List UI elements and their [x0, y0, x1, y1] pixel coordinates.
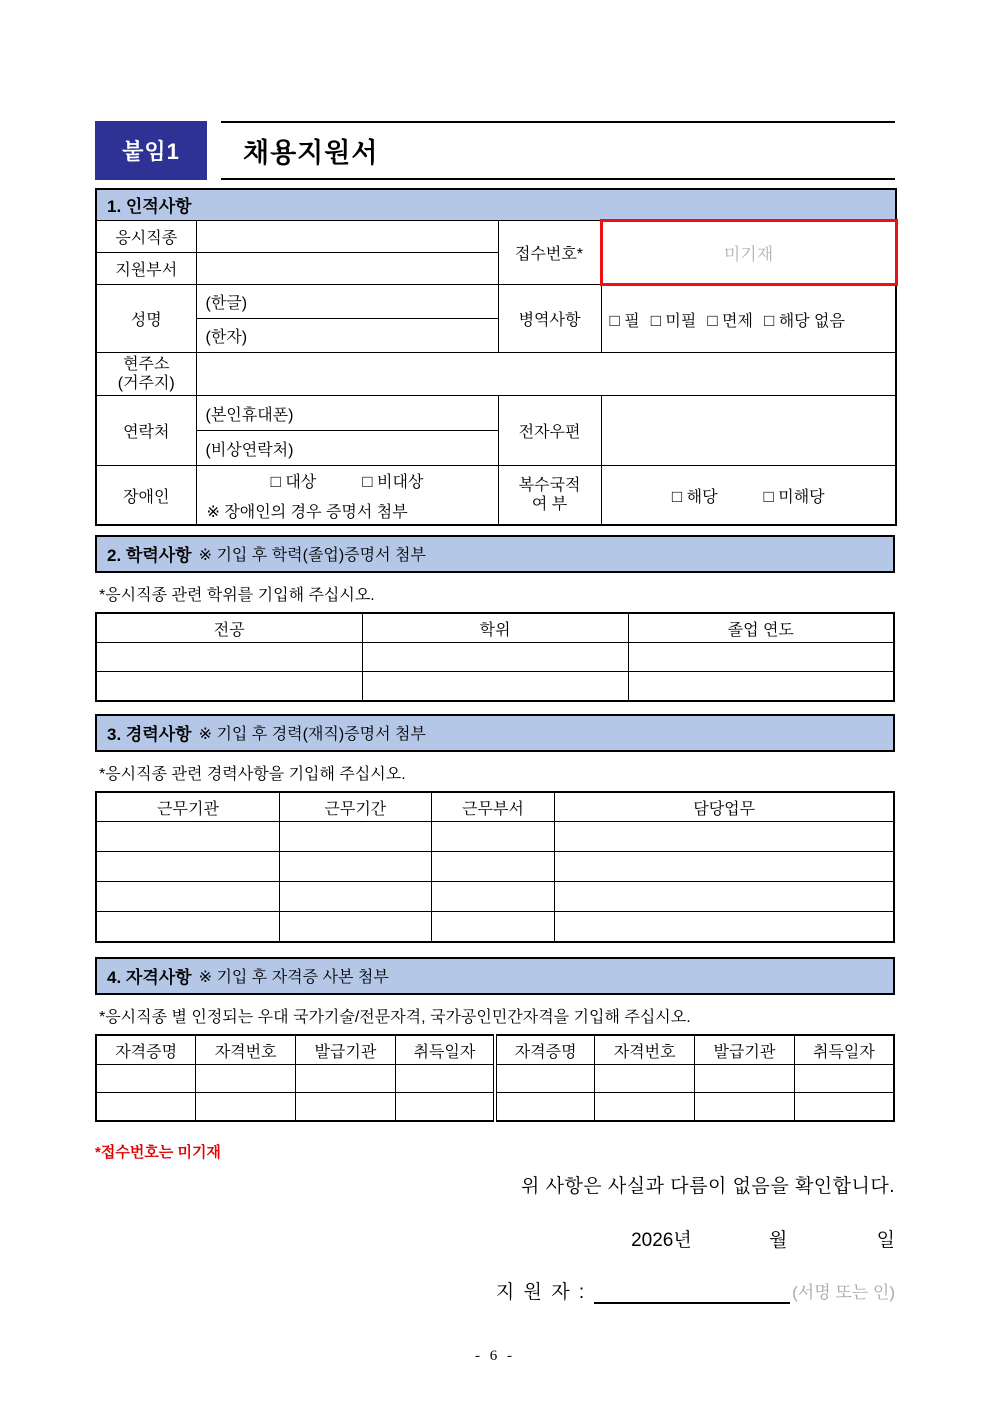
- table-row: [96, 1093, 894, 1121]
- input-name-hangul[interactable]: (한글): [196, 285, 498, 319]
- table-cell-empty[interactable]: [595, 1093, 695, 1121]
- table-cell-empty[interactable]: [431, 882, 555, 912]
- column-header: 자격번호: [196, 1035, 296, 1065]
- column-header: 근무기관: [96, 792, 280, 822]
- table-row: [96, 285, 896, 319]
- checkbox-icon[interactable]: □: [671, 486, 683, 506]
- military-service-options: [601, 285, 896, 353]
- table-cell-empty[interactable]: [628, 672, 894, 701]
- table-cell-empty[interactable]: [280, 912, 432, 942]
- label-email: 전자우편: [498, 396, 601, 466]
- column-header: 발급기관: [695, 1035, 795, 1065]
- table-cell-empty[interactable]: [96, 852, 280, 882]
- table-cell-empty[interactable]: [431, 852, 555, 882]
- input-department[interactable]: [196, 253, 498, 285]
- checkbox-icon[interactable]: □: [609, 310, 620, 330]
- table-cell-empty[interactable]: [555, 822, 894, 852]
- date-line: [95, 1225, 895, 1252]
- table-row: [96, 912, 894, 942]
- table-cell-empty[interactable]: [96, 672, 362, 701]
- column-header: 근무기간: [280, 792, 432, 822]
- label-department: 지원부서: [96, 253, 196, 285]
- receipt-number-box: 미기재: [601, 221, 896, 285]
- input-address[interactable]: [196, 353, 896, 396]
- table-row: [96, 882, 894, 912]
- table-body: [96, 822, 894, 942]
- section1-title: 1. 인적사항: [96, 189, 896, 221]
- checkbox-icon[interactable]: □: [650, 310, 661, 330]
- table-cell-empty[interactable]: [96, 1093, 196, 1121]
- confirmation-statement: 위 사항은 사실과 다름이 없음을 확인합니다.: [520, 1175, 895, 1197]
- table-body: [96, 643, 894, 701]
- checkbox-option[interactable]: □ 면제: [707, 310, 753, 330]
- section4-note: ※ 기입 후 자격증 사본 첨부: [198, 969, 389, 987]
- table-cell-empty[interactable]: [395, 1065, 495, 1093]
- checkbox-option[interactable]: □ 해당: [671, 486, 718, 506]
- date-day: 일: [876, 1229, 895, 1251]
- label-job-category: 응시직종: [96, 221, 196, 253]
- table-cell-empty[interactable]: [96, 822, 280, 852]
- section2-instruction: *응시직종 관련 학위를 기입해 주십시오.: [99, 586, 375, 604]
- table-cell-empty[interactable]: [280, 852, 432, 882]
- label-address: [96, 353, 196, 396]
- title-box: [221, 121, 895, 180]
- education-table: [95, 612, 895, 702]
- table-cell-empty[interactable]: [96, 1065, 196, 1093]
- table-cell-empty[interactable]: [296, 1065, 396, 1093]
- table-row: [96, 396, 896, 431]
- column-header: 자격증명: [495, 1035, 595, 1065]
- signature-hint: (서명 또는 인): [792, 1283, 895, 1303]
- table-cell-empty[interactable]: [695, 1065, 795, 1093]
- table-cell-empty[interactable]: [555, 912, 894, 942]
- checkbox-option[interactable]: □ 해당 없음: [763, 310, 845, 330]
- table-cell-empty[interactable]: [196, 1093, 296, 1121]
- applicant-label: 지 원 자 :: [495, 1281, 587, 1303]
- table-cell-empty[interactable]: [96, 912, 280, 942]
- signature-line: [95, 1277, 895, 1304]
- table-cell-empty[interactable]: [96, 643, 362, 672]
- input-name-hanja[interactable]: (한자): [196, 319, 498, 353]
- section1-band: [96, 189, 896, 221]
- input-contact-mobile[interactable]: (본인휴대폰): [196, 396, 498, 431]
- column-header: 졸업 연도: [628, 613, 894, 643]
- table-cell-empty[interactable]: [431, 912, 555, 942]
- column-header: 전공: [96, 613, 362, 643]
- section4-band: [95, 957, 895, 995]
- label-address-line1: 현주소: [123, 356, 170, 373]
- qualification-table: [95, 1034, 895, 1122]
- checkbox-option[interactable]: □ 대상: [270, 471, 317, 491]
- label-military-service: 병역사항: [498, 285, 601, 353]
- section2-band: [95, 535, 895, 573]
- receipt-number-note: *접수번호는 미기재: [95, 1143, 221, 1161]
- table-row: [96, 1065, 894, 1093]
- table-row: [96, 353, 896, 396]
- table-header-row: [96, 613, 894, 643]
- table-cell-empty[interactable]: [495, 1065, 595, 1093]
- document-header: [95, 121, 895, 180]
- label-dual-nationality: [498, 466, 601, 525]
- section3-title: 3. 경력사항: [107, 725, 192, 745]
- table-cell-empty[interactable]: [280, 822, 432, 852]
- table-cell-empty[interactable]: [196, 1065, 296, 1093]
- date-month: 월: [769, 1229, 788, 1251]
- column-header: 학위: [362, 613, 628, 643]
- checkbox-icon[interactable]: □: [707, 310, 718, 330]
- label-dual-nationality-line2: 여 부: [531, 496, 568, 514]
- table-cell-empty[interactable]: [296, 1093, 396, 1121]
- table-row: [96, 852, 894, 882]
- table-cell-empty[interactable]: [628, 643, 894, 672]
- table-cell-empty[interactable]: [362, 643, 628, 672]
- section2-note: ※ 기입 후 학력(졸업)증명서 첨부: [198, 547, 426, 565]
- column-header: 자격증명: [96, 1035, 196, 1065]
- table-row: [96, 672, 894, 701]
- checkbox-icon[interactable]: □: [270, 471, 281, 491]
- table-cell-empty[interactable]: [794, 1065, 894, 1093]
- table-row: [96, 466, 896, 525]
- attachment-badge: 붙임1: [95, 121, 207, 180]
- checkbox-icon[interactable]: □: [362, 471, 373, 491]
- table-cell-empty[interactable]: [595, 1065, 695, 1093]
- section3-note: ※ 기입 후 경력(재직)증명서 첨부: [198, 726, 426, 744]
- column-header: 취득일자: [794, 1035, 894, 1065]
- table-cell-empty[interactable]: [362, 672, 628, 701]
- table-cell-empty[interactable]: [495, 1093, 595, 1121]
- column-header: 담당업무: [555, 792, 894, 822]
- column-header: 취득일자: [395, 1035, 495, 1065]
- table-cell-empty[interactable]: [555, 882, 894, 912]
- section3-band: [95, 714, 895, 752]
- table-cell-empty[interactable]: [395, 1093, 495, 1121]
- table-row: [96, 643, 894, 672]
- checkbox-option[interactable]: □ 비대상: [362, 471, 424, 491]
- column-header: 근무부서: [431, 792, 555, 822]
- section4-title: 4. 자격사항: [107, 968, 192, 988]
- table-cell-empty[interactable]: [555, 852, 894, 882]
- disability-cell: [196, 466, 498, 525]
- page-number: - 6 -: [475, 1347, 515, 1364]
- section2-title: 2. 학력사항: [107, 546, 192, 566]
- personal-info-table: [95, 188, 898, 526]
- checkbox-option[interactable]: □ 미해당: [763, 486, 825, 506]
- disability-options: [201, 469, 494, 492]
- input-job-category[interactable]: [196, 221, 498, 253]
- table-cell-empty[interactable]: [431, 822, 555, 852]
- table-cell-empty[interactable]: [96, 882, 280, 912]
- table-row: [96, 822, 894, 852]
- input-contact-emergency[interactable]: (비상연락처): [196, 431, 498, 466]
- checkbox-icon[interactable]: □: [763, 486, 774, 506]
- table-header-row: [96, 792, 894, 822]
- table-header-row: [96, 1035, 894, 1065]
- signature-field[interactable]: [594, 1284, 790, 1304]
- career-table: [95, 791, 895, 943]
- table-cell-empty[interactable]: [695, 1093, 795, 1121]
- input-email[interactable]: [601, 396, 896, 466]
- table-body: [96, 1065, 894, 1121]
- checkbox-option[interactable]: □ 미필: [650, 310, 697, 330]
- column-header: 자격번호: [595, 1035, 695, 1065]
- label-receipt-number: 접수번호*: [498, 221, 601, 285]
- label-disability: 장애인: [96, 466, 196, 525]
- column-header: 발급기관: [296, 1035, 396, 1065]
- label-contact: 연락처: [96, 396, 196, 466]
- table-row: [96, 221, 896, 253]
- section3-instruction: *응시직종 관련 경력사항을 기입해 주십시오.: [99, 765, 406, 783]
- date-year: 2026년: [631, 1229, 692, 1251]
- table-cell-empty[interactable]: [280, 882, 432, 912]
- label-dual-nationality-line1: 복수국적: [518, 476, 581, 494]
- checkbox-icon[interactable]: □: [763, 310, 775, 330]
- checkbox-option[interactable]: □ 필: [609, 310, 640, 330]
- label-name: 성명: [96, 285, 196, 353]
- label-address-line2: (거주지): [117, 375, 175, 393]
- document-title: 채용지원서: [243, 138, 379, 168]
- table-cell-empty[interactable]: [794, 1093, 894, 1121]
- nationality-options: [601, 466, 896, 525]
- section4-instruction: *응시직종 별 인정되는 우대 국가기술/전문자격, 국가공인민간자격을 기입해 주십시오.: [99, 1008, 691, 1026]
- disability-note: ※ 장애인의 경우 증명서 첨부: [206, 503, 408, 521]
